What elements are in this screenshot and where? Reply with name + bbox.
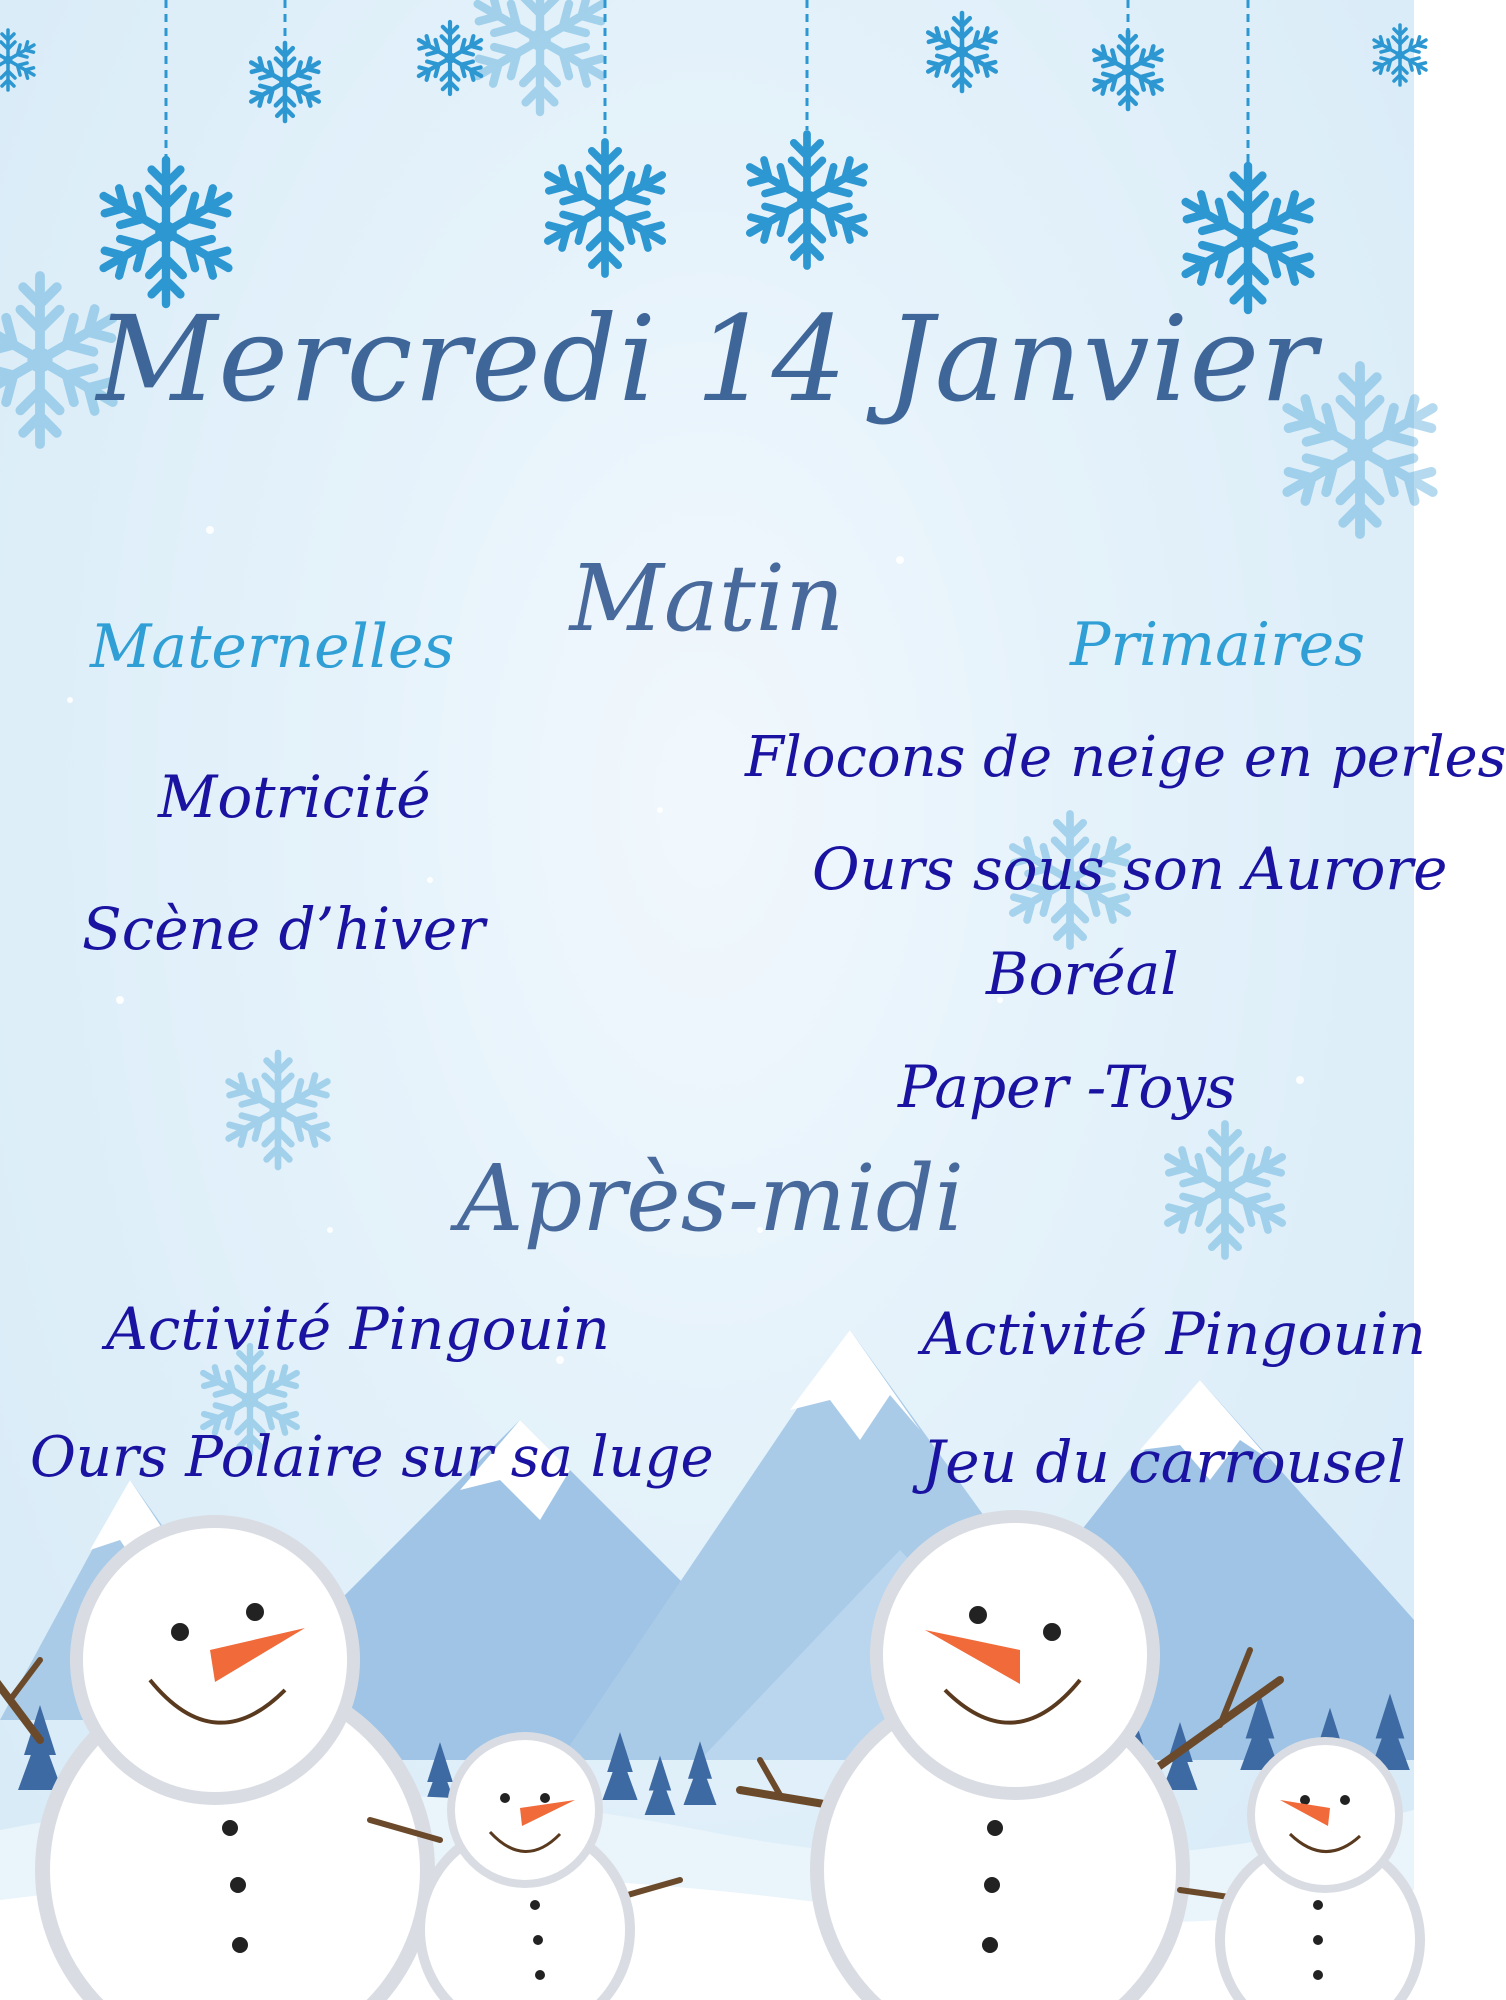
snowflake-icon — [95, 160, 237, 304]
snowflake-icon — [540, 142, 670, 274]
afternoon-heading: Après-midi — [457, 1145, 965, 1252]
snowflake-icon — [0, 30, 37, 90]
activity-item: Ours sous son Aurore — [812, 835, 1448, 903]
morning-heading: Matin — [569, 545, 845, 652]
activity-item: Activité Pingouin — [106, 1295, 610, 1363]
activity-item: Motricité — [158, 763, 431, 831]
snowflake-icon — [1160, 1124, 1290, 1256]
snowflake-icon — [1371, 25, 1430, 85]
snowflake-icon — [222, 1053, 334, 1167]
snowflake-icon — [1090, 31, 1167, 109]
snowflake-icon — [469, 0, 611, 112]
maternelles-heading: Maternelles — [90, 612, 455, 682]
snowflake-icon — [924, 13, 1001, 91]
snowflake-icon — [247, 43, 324, 121]
activity-item: Jeu du carrousel — [922, 1428, 1406, 1496]
activity-item: Paper -Toys — [898, 1053, 1236, 1121]
primaires-heading: Primaires — [1070, 610, 1366, 680]
activity-item: Scène d’hiver — [82, 895, 485, 963]
activity-item: Activité Pingouin — [922, 1300, 1426, 1368]
activity-item: Flocons de neige en perles — [745, 725, 1506, 790]
snowflake-icon — [742, 134, 872, 266]
activity-item: Ours Polaire sur sa luge — [30, 1425, 714, 1490]
snowflake-icon — [1177, 166, 1319, 310]
page-title: Mercredi 14 Janvier — [96, 290, 1318, 428]
activity-item: Boréal — [986, 940, 1179, 1008]
